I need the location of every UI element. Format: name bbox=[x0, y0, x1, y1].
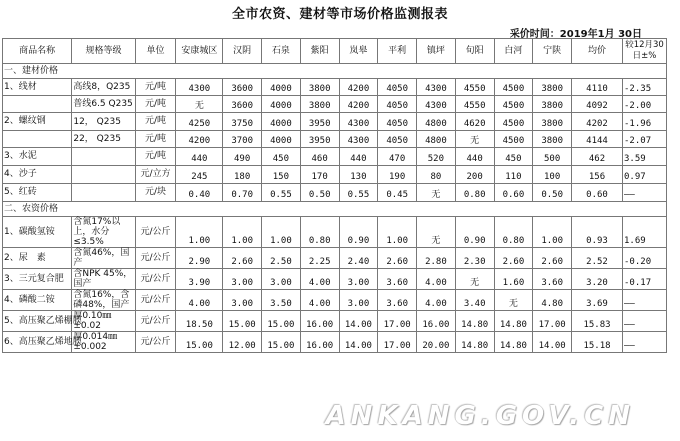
report-title: 全市农资、建材等市场价格监测报表 bbox=[231, 7, 448, 22]
price-cell: 4300 bbox=[417, 96, 456, 113]
row-spec: 含NPK 45%，国产 bbox=[72, 269, 135, 290]
change-cell: —— bbox=[623, 184, 667, 202]
price-cell: 14.80 bbox=[494, 332, 533, 353]
price-cell: 3.00 bbox=[339, 290, 378, 311]
price-cell: 20.00 bbox=[417, 332, 456, 353]
price-cell: 16.00 bbox=[300, 332, 339, 353]
price-cell: 15.00 bbox=[262, 332, 301, 353]
price-cell: 80 bbox=[417, 166, 456, 184]
row-spec: 22， Q235 bbox=[72, 131, 135, 148]
header-cell: 汉阴 bbox=[223, 39, 262, 64]
price-cell: 4000 bbox=[262, 113, 301, 131]
table-row bbox=[3, 248, 667, 269]
price-cell: 4500 bbox=[494, 96, 533, 113]
sample-time: 采价时间：2019年1月 30日 bbox=[509, 29, 642, 40]
row-unit: 元/块 bbox=[135, 184, 176, 202]
price-cell: 3.60 bbox=[378, 269, 417, 290]
price-cell: 4.00 bbox=[176, 290, 223, 311]
change-cell: 3.59 bbox=[623, 148, 667, 166]
price-cell: 3950 bbox=[300, 131, 339, 148]
price-cell: 4050 bbox=[378, 79, 417, 96]
row-name: 5、高压聚乙烯棚膜 bbox=[3, 311, 72, 332]
price-cell: 440 bbox=[455, 148, 494, 166]
price-cell: 4000 bbox=[262, 131, 301, 148]
price-cell: 4300 bbox=[339, 113, 378, 131]
header-cell: 均价 bbox=[572, 39, 623, 64]
table-row bbox=[3, 148, 667, 166]
price-cell: 4050 bbox=[378, 96, 417, 113]
avg-price-cell: 0.60 bbox=[572, 184, 623, 202]
table-row bbox=[3, 79, 667, 96]
price-cell: 4300 bbox=[176, 79, 223, 96]
price-cell: 2.30 bbox=[455, 248, 494, 269]
avg-price-cell: 156 bbox=[572, 166, 623, 184]
row-spec bbox=[72, 184, 135, 202]
price-cell: 3800 bbox=[533, 131, 572, 148]
price-cell: 14.80 bbox=[455, 332, 494, 353]
row-spec: 含氮46%，国产 bbox=[72, 248, 135, 269]
price-cell: 0.60 bbox=[494, 184, 533, 202]
price-cell: 3800 bbox=[300, 79, 339, 96]
header-cell: 镇坪 bbox=[417, 39, 456, 64]
price-cell: 3800 bbox=[533, 79, 572, 96]
price-cell: 12.00 bbox=[223, 332, 262, 353]
row-unit: 元/吨 bbox=[135, 96, 176, 113]
section-row-farm bbox=[3, 202, 667, 217]
table-row bbox=[3, 269, 667, 290]
header-cell: 商品名称 bbox=[3, 39, 72, 64]
price-cell: 4050 bbox=[378, 131, 417, 148]
row-unit: 元/公斤 bbox=[135, 332, 176, 353]
price-cell: 0.40 bbox=[176, 184, 223, 202]
price-cell: 无 bbox=[417, 217, 456, 248]
price-cell: 3800 bbox=[300, 96, 339, 113]
price-cell: 1.00 bbox=[378, 217, 417, 248]
price-cell: 3800 bbox=[533, 96, 572, 113]
price-cell: 1.00 bbox=[176, 217, 223, 248]
header-cell: 宁陕 bbox=[533, 39, 572, 64]
price-cell: 无 bbox=[494, 290, 533, 311]
price-cell: 无 bbox=[455, 131, 494, 148]
price-cell: 2.60 bbox=[378, 248, 417, 269]
row-spec: 厚0.10㎜±0.02 bbox=[72, 311, 135, 332]
price-cell: 3600 bbox=[223, 79, 262, 96]
section-label: 一、建材价格 bbox=[3, 64, 667, 79]
row-unit: 元/公斤 bbox=[135, 311, 176, 332]
price-cell: 18.50 bbox=[176, 311, 223, 332]
price-cell: 4.80 bbox=[533, 290, 572, 311]
price-cell: 4200 bbox=[176, 131, 223, 148]
avg-price-cell: 4110 bbox=[572, 79, 623, 96]
price-cell: 17.00 bbox=[378, 311, 417, 332]
price-cell: 14.00 bbox=[339, 332, 378, 353]
row-spec: 含氮16%，含磷48%，国产 bbox=[72, 290, 135, 311]
price-cell: 2.90 bbox=[176, 248, 223, 269]
price-cell: 3.60 bbox=[378, 290, 417, 311]
price-cell: 180 bbox=[223, 166, 262, 184]
price-cell: 4300 bbox=[339, 131, 378, 148]
price-cell: 0.80 bbox=[494, 217, 533, 248]
price-cell: 470 bbox=[378, 148, 417, 166]
row-name: 2、尿 素 bbox=[3, 248, 72, 269]
header-cell: 规格等级 bbox=[72, 39, 135, 64]
price-cell: 无 bbox=[455, 269, 494, 290]
row-unit: 元/公斤 bbox=[135, 217, 176, 248]
price-cell: 440 bbox=[339, 148, 378, 166]
table-row bbox=[3, 311, 667, 332]
row-unit: 元/立方 bbox=[135, 166, 176, 184]
price-cell: 4200 bbox=[339, 79, 378, 96]
price-cell: 4050 bbox=[378, 113, 417, 131]
table-row bbox=[3, 217, 667, 248]
price-cell: 440 bbox=[176, 148, 223, 166]
change-cell: 0.97 bbox=[623, 166, 667, 184]
price-cell: 0.55 bbox=[262, 184, 301, 202]
price-cell: 4.00 bbox=[300, 269, 339, 290]
table-row bbox=[3, 96, 667, 113]
price-cell: 0.70 bbox=[223, 184, 262, 202]
price-cell: 14.80 bbox=[455, 311, 494, 332]
price-cell: 3.90 bbox=[176, 269, 223, 290]
price-cell: 14.00 bbox=[339, 311, 378, 332]
price-cell: 4500 bbox=[494, 131, 533, 148]
price-cell: 2.25 bbox=[300, 248, 339, 269]
row-name bbox=[3, 131, 72, 148]
row-name bbox=[3, 96, 72, 113]
row-name: 6、高压聚乙烯地膜 bbox=[3, 332, 72, 353]
price-cell: 4800 bbox=[417, 113, 456, 131]
price-cell: 130 bbox=[339, 166, 378, 184]
price-cell: 500 bbox=[533, 148, 572, 166]
price-cell: 17.00 bbox=[378, 332, 417, 353]
change-cell: —— bbox=[623, 290, 667, 311]
price-cell: 2.40 bbox=[339, 248, 378, 269]
section-label: 二、农资价格 bbox=[3, 202, 667, 217]
row-name: 4、磷酸二铵 bbox=[3, 290, 72, 311]
price-cell: 15.00 bbox=[262, 311, 301, 332]
row-unit: 元/吨 bbox=[135, 148, 176, 166]
change-cell: -0.20 bbox=[623, 248, 667, 269]
price-cell: 4620 bbox=[455, 113, 494, 131]
price-cell: 0.90 bbox=[339, 217, 378, 248]
price-cell: 无 bbox=[176, 96, 223, 113]
header-cell: 石泉 bbox=[262, 39, 301, 64]
price-cell: 4250 bbox=[176, 113, 223, 131]
price-cell: 0.80 bbox=[455, 184, 494, 202]
price-cell: 3950 bbox=[300, 113, 339, 131]
table-row bbox=[3, 290, 667, 311]
price-cell: 1.00 bbox=[262, 217, 301, 248]
change-cell: 1.69 bbox=[623, 217, 667, 248]
price-cell: 2.60 bbox=[494, 248, 533, 269]
avg-price-cell: 462 bbox=[572, 148, 623, 166]
price-cell: 4000 bbox=[262, 96, 301, 113]
price-cell: 490 bbox=[223, 148, 262, 166]
avg-price-cell: 15.18 bbox=[572, 332, 623, 353]
price-cell: 200 bbox=[455, 166, 494, 184]
price-cell: 4550 bbox=[455, 96, 494, 113]
price-cell: 1.00 bbox=[223, 217, 262, 248]
price-cell: 3.00 bbox=[262, 269, 301, 290]
header-cell: 岚皋 bbox=[339, 39, 378, 64]
price-cell: 无 bbox=[417, 184, 456, 202]
header-cell: 旬阳 bbox=[455, 39, 494, 64]
price-cell: 16.00 bbox=[417, 311, 456, 332]
price-cell: 3700 bbox=[223, 131, 262, 148]
price-cell: 245 bbox=[176, 166, 223, 184]
price-cell: 0.50 bbox=[300, 184, 339, 202]
price-cell: 190 bbox=[378, 166, 417, 184]
price-cell: 4550 bbox=[455, 79, 494, 96]
row-spec: 12， Q235 bbox=[72, 113, 135, 131]
price-cell: 4800 bbox=[417, 131, 456, 148]
header-cell: 紫阳 bbox=[300, 39, 339, 64]
avg-price-cell: 4092 bbox=[572, 96, 623, 113]
avg-price-cell: 15.83 bbox=[572, 311, 623, 332]
price-cell: 0.80 bbox=[300, 217, 339, 248]
watermark: ANKANG.GOV.CN bbox=[325, 401, 635, 431]
change-cell: -1.96 bbox=[623, 113, 667, 131]
price-cell: 4.00 bbox=[300, 290, 339, 311]
row-name: 2、螺纹钢 bbox=[3, 113, 72, 131]
price-cell: 0.90 bbox=[455, 217, 494, 248]
price-cell: 110 bbox=[494, 166, 533, 184]
section-row-building bbox=[3, 64, 667, 79]
price-cell: 3750 bbox=[223, 113, 262, 131]
price-cell: 450 bbox=[494, 148, 533, 166]
row-spec bbox=[72, 148, 135, 166]
table-row bbox=[3, 113, 667, 131]
price-cell: 100 bbox=[533, 166, 572, 184]
change-cell: —— bbox=[623, 311, 667, 332]
price-cell: 3.00 bbox=[339, 269, 378, 290]
row-unit: 元/公斤 bbox=[135, 269, 176, 290]
price-cell: 15.00 bbox=[176, 332, 223, 353]
header-cell: 平利 bbox=[378, 39, 417, 64]
table-row bbox=[3, 166, 667, 184]
price-cell: 3.50 bbox=[262, 290, 301, 311]
row-name: 3、水泥 bbox=[3, 148, 72, 166]
row-unit: 元/吨 bbox=[135, 113, 176, 131]
price-cell: 4000 bbox=[262, 79, 301, 96]
price-cell: 15.00 bbox=[223, 311, 262, 332]
price-cell: 4.00 bbox=[417, 290, 456, 311]
price-cell: 3.00 bbox=[223, 290, 262, 311]
avg-price-cell: 3.69 bbox=[572, 290, 623, 311]
row-unit: 元/公斤 bbox=[135, 248, 176, 269]
avg-price-cell: 2.52 bbox=[572, 248, 623, 269]
row-spec: 普线6.5 Q235 bbox=[72, 96, 135, 113]
price-cell: 1.00 bbox=[533, 217, 572, 248]
price-cell: 2.50 bbox=[262, 248, 301, 269]
change-cell: -2.00 bbox=[623, 96, 667, 113]
row-name: 4、沙子 bbox=[3, 166, 72, 184]
avg-price-cell: 3.20 bbox=[572, 269, 623, 290]
price-cell: 2.60 bbox=[533, 248, 572, 269]
header-cell: 安康城区 bbox=[176, 39, 223, 64]
price-cell: 2.80 bbox=[417, 248, 456, 269]
price-cell: 4300 bbox=[417, 79, 456, 96]
price-cell: 2.60 bbox=[223, 248, 262, 269]
row-unit: 元/吨 bbox=[135, 79, 176, 96]
row-name: 1、线材 bbox=[3, 79, 72, 96]
row-spec: 厚0.014㎜±0.002 bbox=[72, 332, 135, 353]
price-cell: 17.00 bbox=[533, 311, 572, 332]
change-cell: —— bbox=[623, 332, 667, 353]
price-table bbox=[2, 38, 667, 353]
row-spec: 高线8，Q235 bbox=[72, 79, 135, 96]
row-spec bbox=[72, 166, 135, 184]
price-cell: 450 bbox=[262, 148, 301, 166]
price-cell: 14.80 bbox=[494, 311, 533, 332]
price-cell: 3600 bbox=[223, 96, 262, 113]
price-cell: 150 bbox=[262, 166, 301, 184]
table-row bbox=[3, 131, 667, 148]
price-cell: 4500 bbox=[494, 79, 533, 96]
row-unit: 元/公斤 bbox=[135, 290, 176, 311]
price-cell: 3.00 bbox=[223, 269, 262, 290]
table-row bbox=[3, 332, 667, 353]
change-cell: -0.17 bbox=[623, 269, 667, 290]
price-cell: 3.60 bbox=[533, 269, 572, 290]
price-cell: 16.00 bbox=[300, 311, 339, 332]
price-cell: 4500 bbox=[494, 113, 533, 131]
avg-price-cell: 0.93 bbox=[572, 217, 623, 248]
row-spec: 含氮17%以上，水分≤3.5% bbox=[72, 217, 135, 248]
price-cell: 1.60 bbox=[494, 269, 533, 290]
header-cell: 单位 bbox=[135, 39, 176, 64]
price-cell: 0.50 bbox=[533, 184, 572, 202]
row-unit: 元/吨 bbox=[135, 131, 176, 148]
price-cell: 460 bbox=[300, 148, 339, 166]
header-cell: 较12月30日±% bbox=[623, 39, 667, 64]
table-row bbox=[3, 184, 667, 202]
header-row bbox=[3, 39, 667, 64]
price-cell: 3800 bbox=[533, 113, 572, 131]
price-cell: 4.00 bbox=[417, 269, 456, 290]
price-cell: 14.00 bbox=[533, 332, 572, 353]
row-name: 5、红砖 bbox=[3, 184, 72, 202]
change-cell: -2.07 bbox=[623, 131, 667, 148]
price-cell: 170 bbox=[300, 166, 339, 184]
price-cell: 0.45 bbox=[378, 184, 417, 202]
avg-price-cell: 4202 bbox=[572, 113, 623, 131]
price-cell: 3.40 bbox=[455, 290, 494, 311]
price-cell: 0.55 bbox=[339, 184, 378, 202]
price-cell: 4200 bbox=[339, 96, 378, 113]
avg-price-cell: 4144 bbox=[572, 131, 623, 148]
row-name: 3、三元复合肥 bbox=[3, 269, 72, 290]
row-name: 1、碳酸氢铵 bbox=[3, 217, 72, 248]
header-cell: 白河 bbox=[494, 39, 533, 64]
price-cell: 520 bbox=[417, 148, 456, 166]
change-cell: -2.35 bbox=[623, 79, 667, 96]
